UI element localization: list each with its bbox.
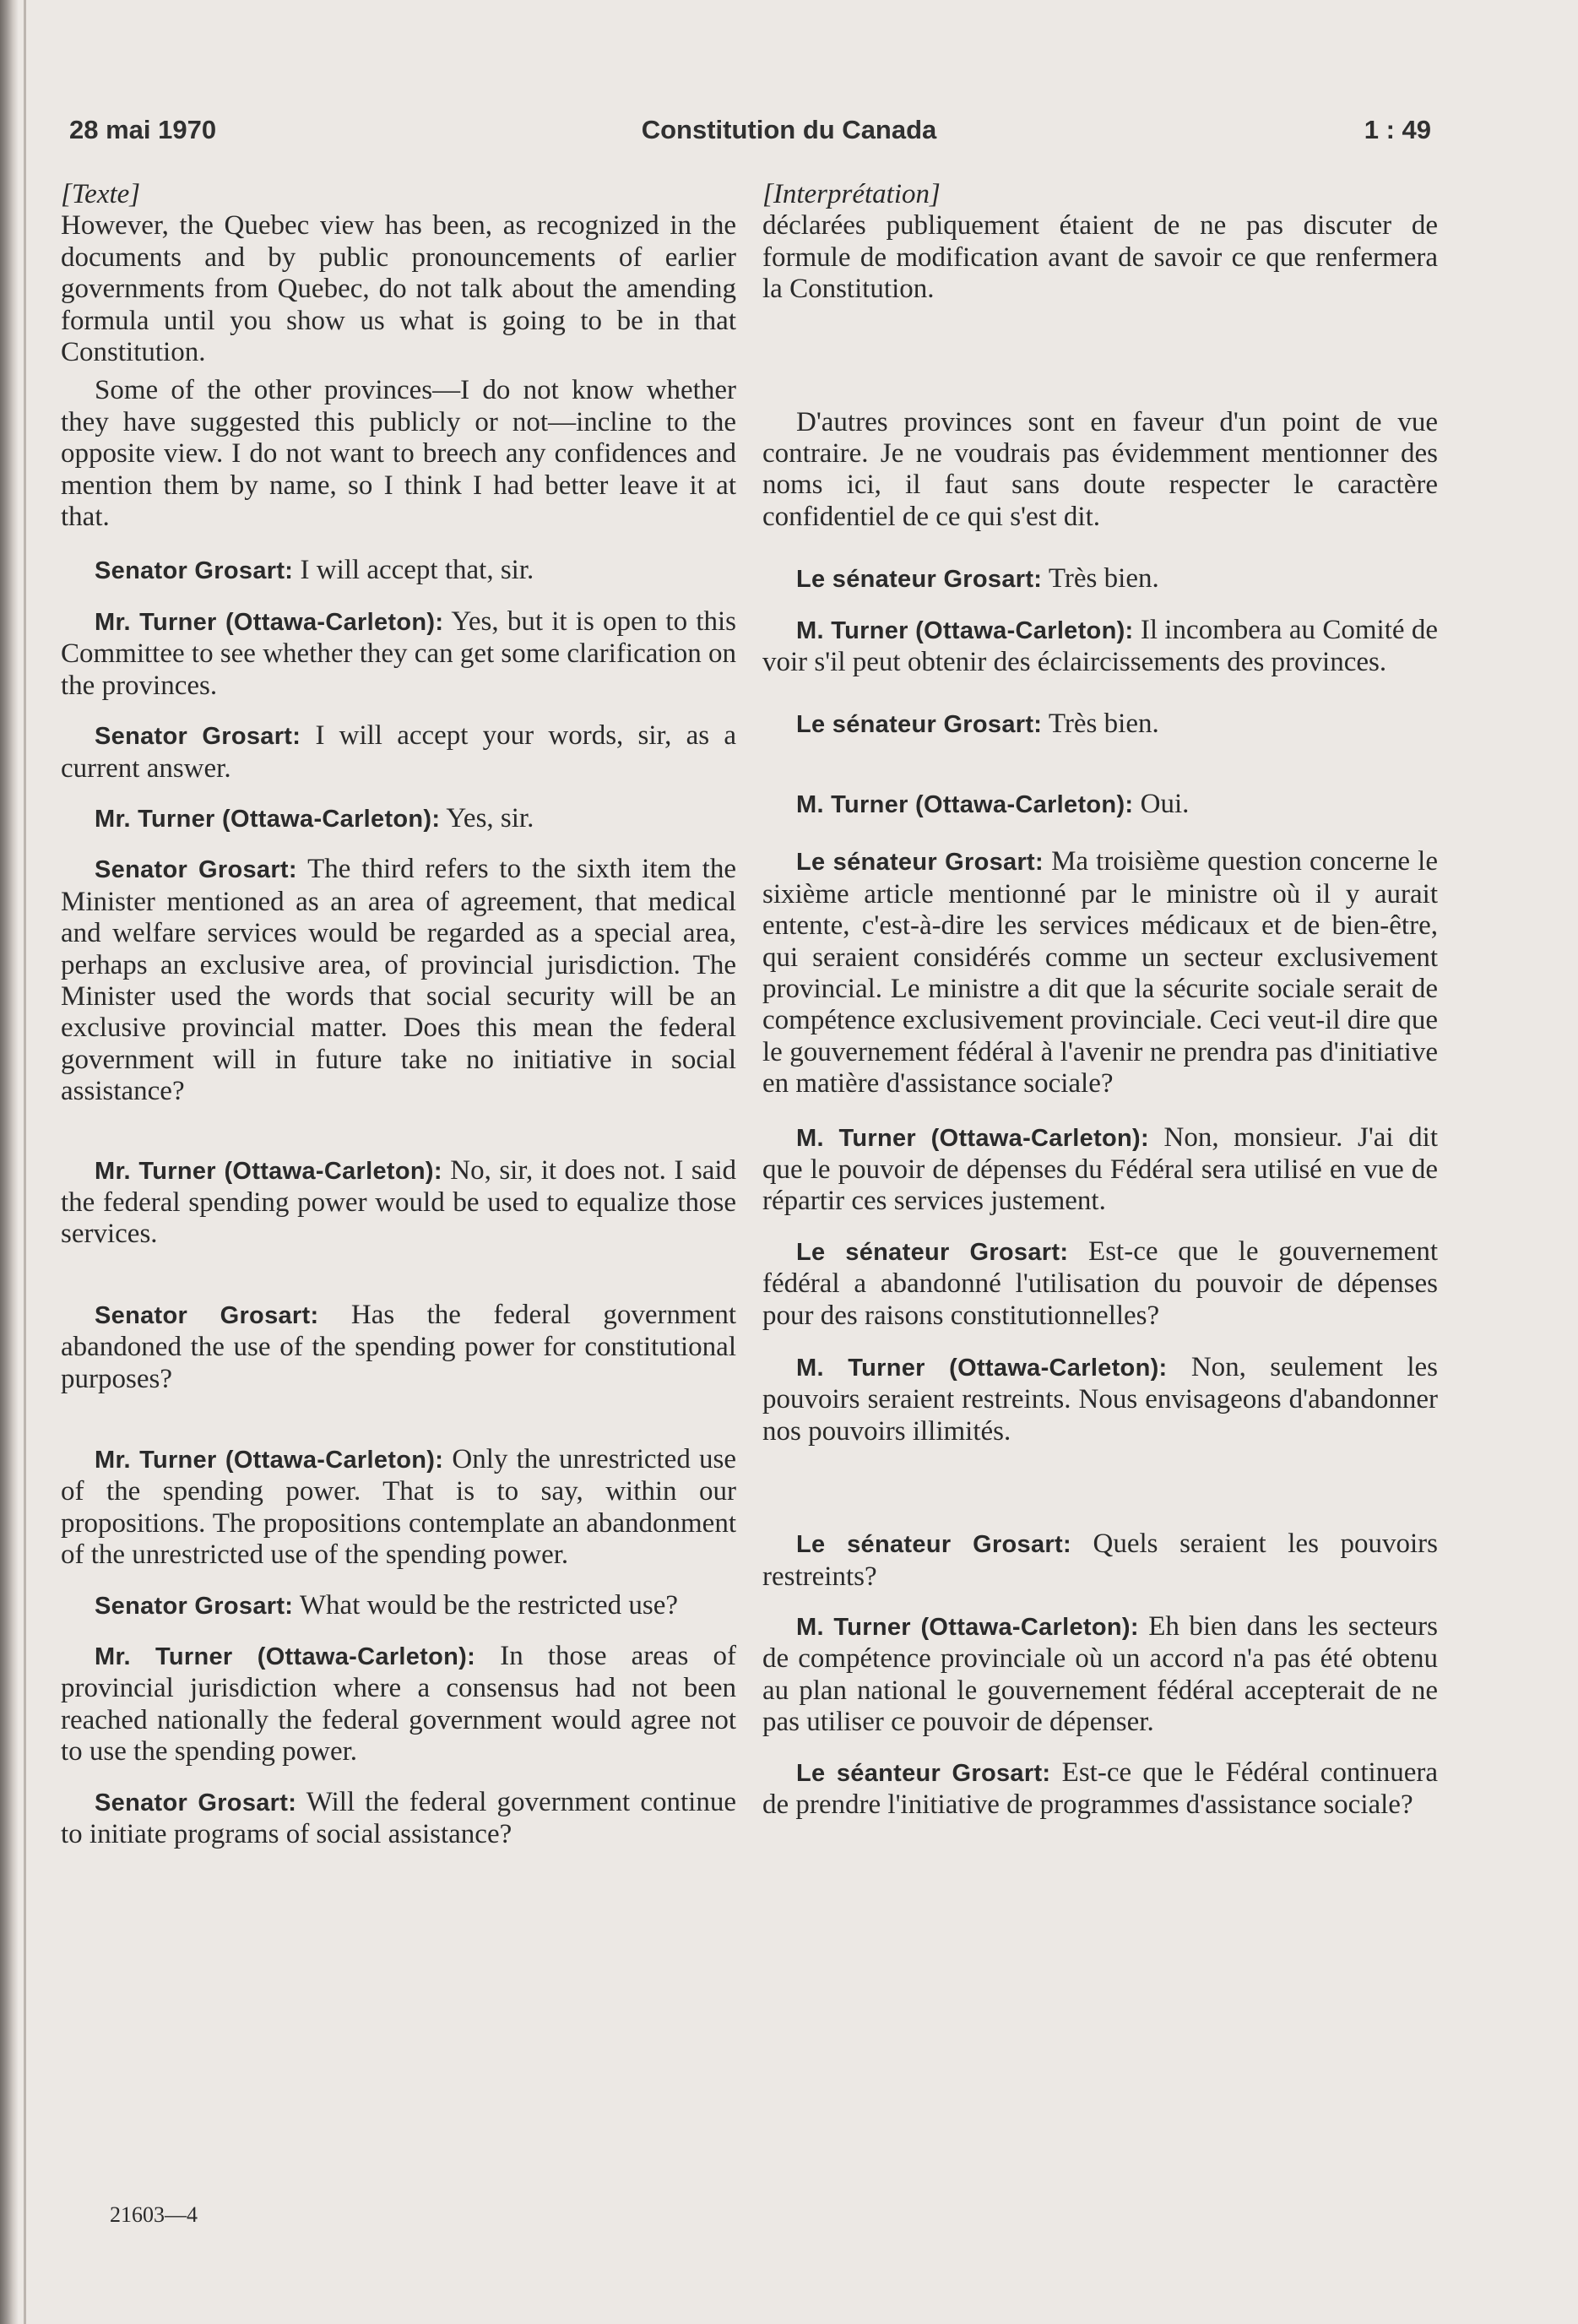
paragraph [762, 1122, 1438, 1218]
paragraph-text: Only the unrestricted use of the spending power. That is to say, within our propositions. The propositions contemplate an abandonment of the unrestricted use of the spending power. [61, 1444, 736, 1571]
speaker-name: Mr. Turner (Ottawa-Carleton): [95, 608, 444, 636]
paragraph-text: Est-ce que le gouvernement fédéral a abandonné l'utilisation du pouvoir de dépenses pour des raisons constitutionnelles? [762, 1235, 1439, 1331]
paragraph-text: Il incombera au Comité de voir s'il peut obtenir des éclaircissements des provinces. [762, 614, 1438, 678]
speaker-name: Senator Grosart: [95, 1301, 319, 1329]
paragraph-text: I will accept that, sir. [300, 555, 534, 586]
paragraph [762, 1352, 1438, 1447]
paragraph [61, 555, 736, 587]
speaker-name: Senator Grosart: [95, 1592, 294, 1620]
speaker-name: M. Turner (Ottawa-Carleton): [796, 616, 1134, 644]
print-code: 21603—4 [110, 2202, 198, 2227]
speaker-name: Le sénateur Grosart: [796, 1531, 1071, 1559]
paragraph-text: Quels seraient les pouvoirs restreints? [762, 1529, 1438, 1592]
speaker-name: M. Turner (Ottawa-Carleton): [796, 1614, 1139, 1641]
paragraph [762, 1529, 1438, 1593]
paragraph-text: No, sir, it does not. I said the federal spending power would be used to equalize those services. [61, 1154, 737, 1250]
paragraph-text: Est-ce que le Fédéral continuera de prendre l'initiative de programmes d'assistance sociale? [762, 1757, 1439, 1821]
french-column [762, 179, 1438, 1821]
paragraph-text: Très bien. [1048, 563, 1159, 595]
speaker-name: Le séanteur Grosart: [796, 1759, 1051, 1787]
speaker-name: Le sénateur Grosart: [796, 566, 1043, 594]
paragraph-text: Eh bien dans les secteurs de compétence provinciale où un accord n'a pas été obtenu au plan national le gouvernement fédéral accepterait de ne pas utiliser ce pouvoir de dépenser. [762, 1611, 1438, 1738]
paragraph [762, 563, 1438, 595]
speaker-name: Le sénateur Grosart: [796, 711, 1043, 739]
paragraph [762, 407, 1438, 534]
paragraph-text: The third refers to the sixth item the Minister mentioned as an area of agreement, that medical and welfare services would be regarded as a special area, perhaps an exclusive area, of provincial jurisdiction. The Minister used the words that social security will be an exclusive provincial matter. Does this mean the federal government will in future take no initiative in social assistance? [61, 854, 736, 1107]
speaker-name: Mr. Turner (Ottawa-Carleton): [95, 1643, 476, 1671]
paragraph-text: Non, seulement les pouvoirs seraient restreints. Nous envisageons d'abandonner nos pouvoirs illimités. [762, 1351, 1438, 1447]
interpretation-tag: [Interprétation] [762, 179, 941, 209]
paragraph [61, 210, 736, 368]
paragraph [762, 846, 1438, 1100]
paragraph-text: Some of the other provinces—I do not know whether they have suggested this publicly or not—incline to the opposite view. I do not want to breech any confidences and mention them by name, so I think I had better leave it at that. [61, 375, 736, 533]
paragraph [61, 720, 736, 785]
paragraph-text: Yes, but it is open to this Committee to see whether they can get some clarification on the provinces. [61, 605, 736, 701]
paragraph [762, 1611, 1438, 1739]
speaker-name: Mr. Turner (Ottawa-Carleton): [95, 805, 441, 833]
speaker-name: Senator Grosart: [95, 856, 297, 884]
paragraph [61, 1444, 736, 1572]
paragraph-text: Ma troisième question concerne le sixième article mentionné par le ministre où il y aurait entente, c'est-à-dire les services médicaux et de bien-être, qui seraient considérés comme un secteur exclusivement provincial. Le ministre a dit que la sécurite sociale serait de compétence exclusivement provinciale. Ceci veut-il dire que le gouvernement fédéral à l'avenir ne prendra pas d'initiative en matière d'assistance sociale? [762, 846, 1438, 1100]
speaker-name: M. Turner (Ottawa-Carleton): [796, 790, 1134, 818]
paragraph [762, 615, 1438, 679]
paragraph [61, 854, 736, 1107]
speaker-name: Senator Grosart: [95, 723, 301, 751]
page-edge [24, 0, 26, 2324]
paragraph [762, 210, 1438, 305]
speaker-name: Le sénateur Grosart: [796, 1238, 1069, 1266]
paragraph [762, 789, 1438, 821]
paragraph-text: What would be the restricted use? [299, 1589, 678, 1621]
paragraph [61, 1641, 736, 1768]
speaker-name: Mr. Turner (Ottawa-Carleton): [95, 1157, 442, 1185]
speaker-name: Senator Grosart: [95, 557, 294, 585]
header-date: 28 mai 1970 [69, 115, 217, 144]
paragraph-text: Oui. [1140, 788, 1190, 819]
header-title: Constitution du Canada [641, 115, 937, 144]
paragraph-text: In those areas of provincial jurisdiction where a consensus had not been reached nationally the federal government would agree not to use the spending power. [61, 1641, 736, 1767]
paragraph-text: D'autres provinces sont en faveur d'un point de vue contraire. Je ne voudrais pas évidemment mentionner des noms ici, il faut sans doute respecter le caractère confidentiel de ce qui s'est dit. [762, 406, 1438, 532]
speaker-name: M. Turner (Ottawa-Carleton): [796, 1354, 1168, 1382]
paragraph [61, 803, 736, 835]
paragraph-text: Will the federal government continue to initiate programs of social assistance? [61, 1786, 736, 1850]
paragraph-text: Très bien. [1048, 709, 1159, 740]
english-column [61, 179, 736, 1850]
paragraph [762, 709, 1438, 741]
speaker-name: M. Turner (Ottawa-Carleton): [796, 1124, 1149, 1152]
speaker-name: Le sénateur Grosart: [796, 849, 1044, 877]
paragraph-text: Yes, sir. [446, 802, 534, 833]
paragraph [61, 1300, 736, 1395]
paragraph [61, 375, 736, 533]
paragraph [762, 1757, 1438, 1822]
paragraph-text: déclarées publiquement étaient de ne pas discuter de formule de modification avant de savoir ce que renfermera la Constitution. [762, 210, 1438, 305]
paragraph [61, 1590, 736, 1622]
paragraph [61, 1787, 736, 1851]
paragraph-text: I will accept your words, sir, as a current answer. [61, 720, 736, 784]
paragraph-text: Non, monsieur. J'ai dit que le pouvoir de dépenses du Fédéral sera utilisé en vue de répartir ces services justement. [762, 1121, 1438, 1217]
paragraph [762, 1236, 1438, 1332]
running-header [0, 115, 1578, 149]
text-tag: [Texte] [61, 179, 141, 209]
paragraph [61, 606, 736, 702]
speaker-name: Mr. Turner (Ottawa-Carleton): [95, 1447, 444, 1474]
paragraph-text: However, the Quebec view has been, as recognized in the documents and by public pronouncements of earlier governments from Quebec, do not talk about the amending formula until you show us what is going to be in that Constitution. [61, 210, 736, 368]
speaker-name: Senator Grosart: [95, 1789, 297, 1816]
paragraph [61, 1155, 736, 1251]
header-page-number: 1 : 49 [1364, 115, 1431, 144]
book-spine-shadow [0, 0, 19, 2324]
paragraph-text: Has the federal government abandoned the use of the spending power for constitutional purposes? [61, 1299, 736, 1394]
